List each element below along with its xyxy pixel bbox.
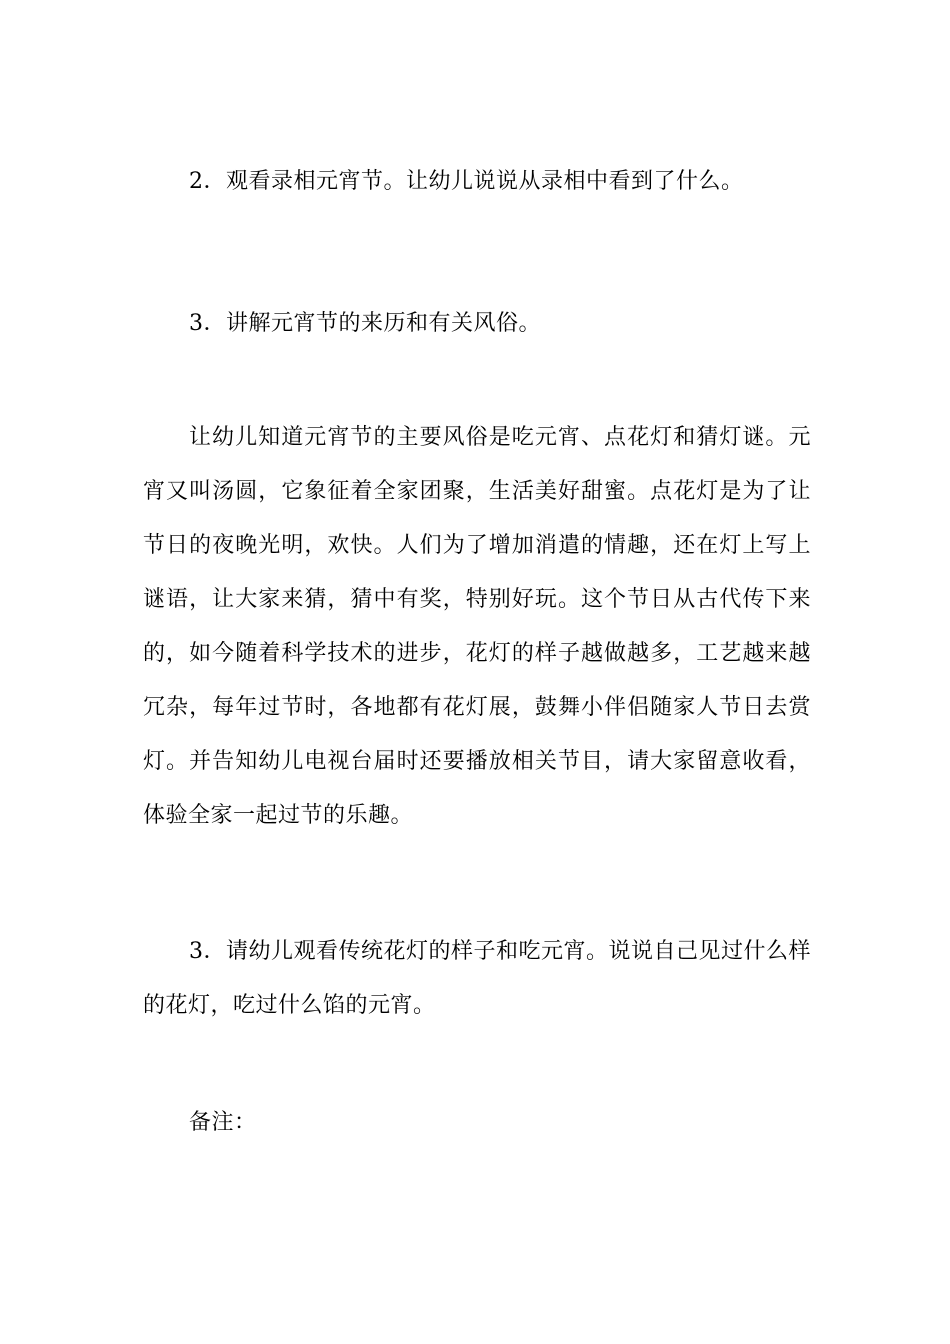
paragraph-customs-description: 让幼儿知道元宵节的主要风俗是吃元宵、点花灯和猜灯谜。元宵又叫汤圆，它象征着全家团聚，生活美好甜蜜。点花灯是为了让节日的夜晚光明，欢快。人们为了增加消遣的情趣，还在灯上写上谜语，让大家来猜，猜中有奖，特别好玩。这个节日从古代传下来的，如今随着科学技术的进步，花灯的样子越做越多，工艺越来越冗杂，每年过节时，各地都有花灯展，鼓舞小伴侣随家人节日去赏灯。并告知幼儿电视台届时还要播放相关节目，请大家留意收看，体验全家一起过节的乐趣。 [143, 425, 811, 828]
paragraph-step-2: 2．观看录相元宵节。让幼儿说说从录相中看到了什么。 [189, 169, 744, 194]
paragraph-step-3-lanterns: 3．请幼儿观看传统花灯的样子和吃元宵。说说自己见过什么样的花灯，吃过什么馅的元宵。 [143, 939, 811, 1018]
paragraph-step-3: 3．讲解元宵节的来历和有关风俗。 [189, 311, 541, 336]
paragraph-notes: 备注： [189, 1110, 257, 1135]
